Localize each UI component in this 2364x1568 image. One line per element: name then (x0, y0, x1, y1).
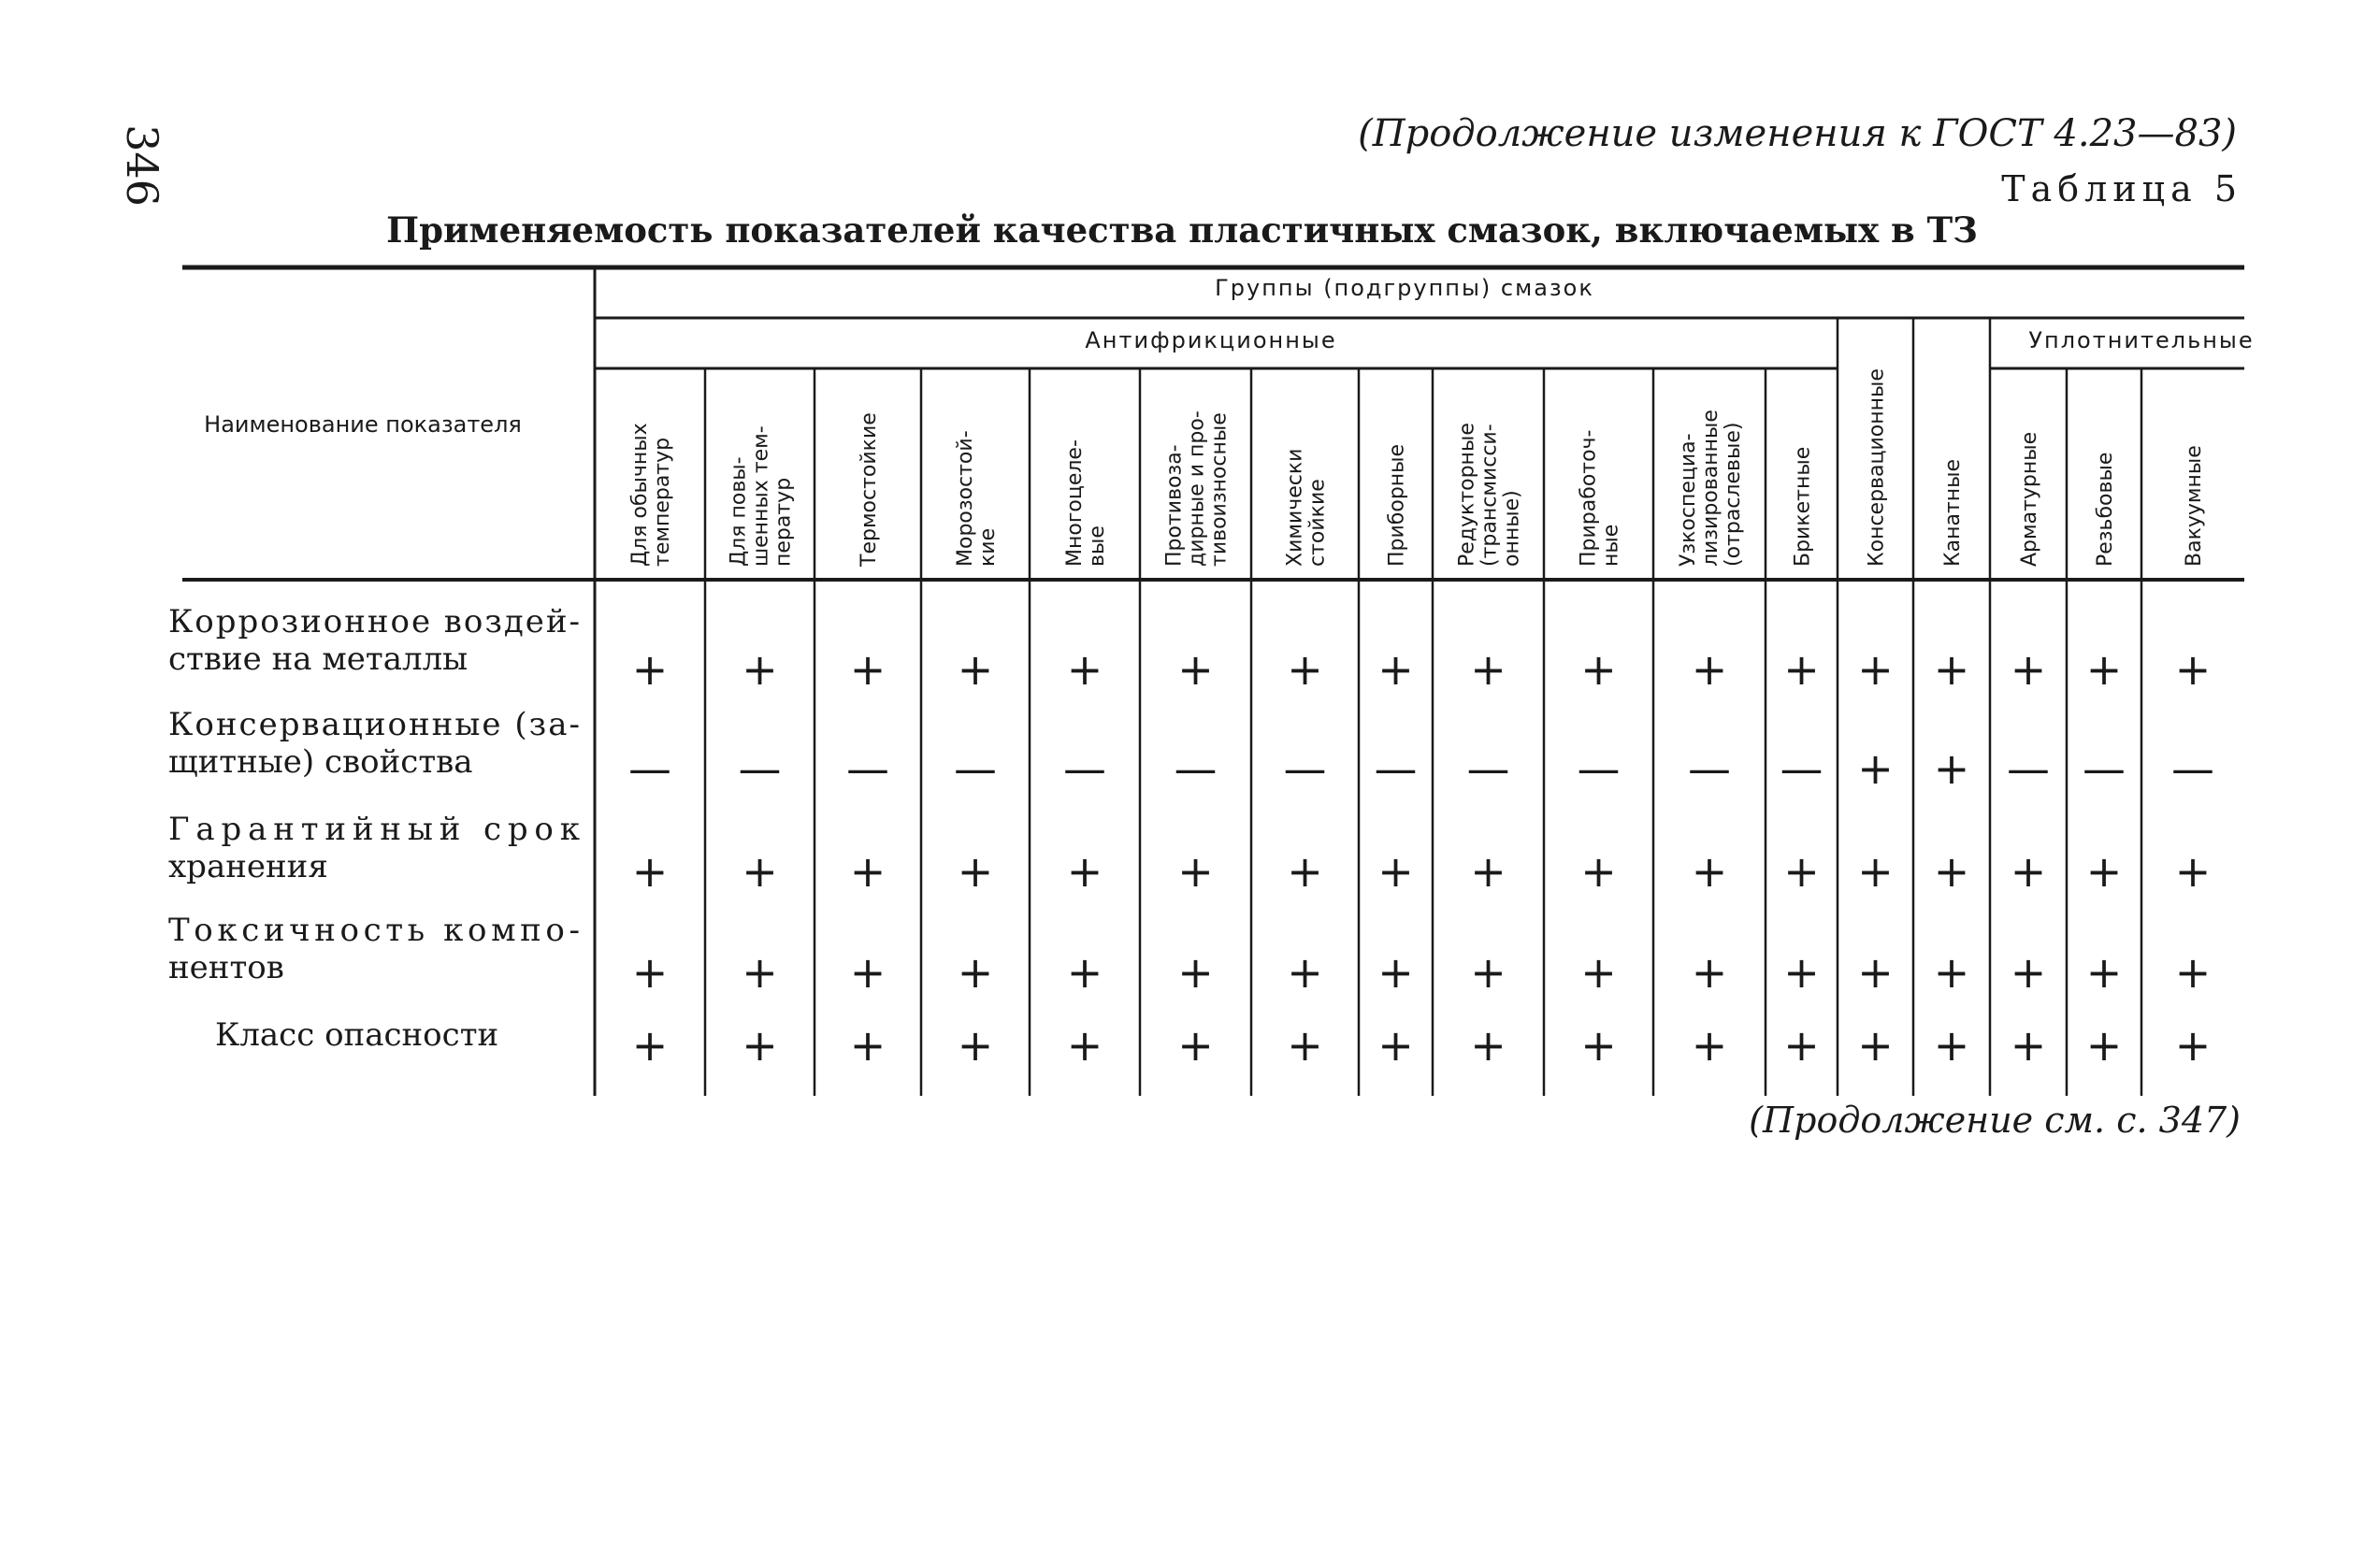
column-header (1578, 430, 1623, 568)
column-header-line: лизированные (1699, 410, 1723, 567)
column-header-line: Редукторные (1455, 423, 1479, 567)
dash-mark: — (2007, 743, 2050, 794)
column-header-line: Консервационные (1865, 368, 1889, 567)
table-row (168, 912, 2211, 998)
group-sealing-header: Уплотнительные (2028, 327, 2255, 353)
plus-mark: + (1177, 947, 1214, 998)
groups-header: Группы (подгруппы) смазок (1215, 275, 1594, 301)
column-header-line: Вакуумные (2183, 445, 2206, 567)
plus-mark: + (849, 947, 886, 998)
plus-mark: + (1287, 846, 1323, 897)
table-row (168, 603, 2211, 695)
row-label-line: Коррозионное воздей- (168, 603, 580, 640)
column-header (2183, 445, 2206, 567)
column-header-line: Резьбовые (2094, 452, 2117, 567)
plus-mark: + (1377, 846, 1414, 897)
plus-mark: + (2174, 947, 2212, 998)
plus-mark: + (1691, 644, 1728, 695)
column-header (1792, 447, 1815, 567)
plus-mark: + (957, 644, 994, 695)
dash-mark: — (2083, 743, 2126, 794)
column-header-line: (отраслевые) (1722, 422, 1745, 567)
plus-mark: + (1470, 846, 1506, 897)
table-row (168, 706, 2214, 794)
plus-mark: + (1066, 1020, 1103, 1071)
dash-mark: — (1374, 743, 1418, 794)
plus-mark: + (1287, 1020, 1323, 1071)
plus-mark: + (2174, 1020, 2212, 1071)
column-header-line: Морозостой- (954, 430, 977, 567)
plus-mark: + (957, 846, 994, 897)
plus-mark: + (1287, 947, 1323, 998)
plus-mark: + (631, 947, 669, 998)
plus-mark: + (1857, 743, 1894, 794)
plus-mark: + (2085, 846, 2123, 897)
column-header-line: Арматурные (2018, 431, 2041, 567)
plus-mark: + (2174, 644, 2212, 695)
plus-mark: + (1377, 1020, 1414, 1071)
plus-mark: + (742, 846, 778, 897)
plus-mark: + (2085, 1020, 2123, 1071)
plus-mark: + (2174, 846, 2212, 897)
dash-mark: — (1466, 743, 1510, 794)
column-header (1163, 410, 1232, 567)
column-header (1386, 444, 1409, 567)
plus-mark: + (1691, 846, 1728, 897)
column-header (1677, 410, 1745, 567)
plus-mark: + (1177, 1020, 1214, 1071)
plus-mark: + (1783, 644, 1820, 695)
column-header (1063, 439, 1109, 567)
plus-mark: + (849, 1020, 886, 1071)
plus-mark: + (1933, 743, 1970, 794)
plus-mark: + (1066, 947, 1103, 998)
group-antifriction-header: Антифрикционные (1085, 327, 1337, 353)
dash-mark: — (1283, 743, 1327, 794)
column-header-line: кие (976, 527, 1000, 567)
plus-mark: + (1857, 846, 1894, 897)
column-header-line: Для обычных (628, 423, 652, 567)
plus-mark: + (1377, 947, 1414, 998)
column-header-line: шенных тем- (749, 425, 773, 567)
row-label-line: ствие на металлы (168, 640, 468, 678)
plus-mark: + (957, 1020, 994, 1071)
indicator-header: Наименование показателя (204, 411, 522, 438)
dash-mark: — (1780, 743, 1823, 794)
table-number: Таблица 5 (2001, 168, 2242, 209)
plus-mark: + (1580, 846, 1617, 897)
plus-mark: + (1470, 644, 1506, 695)
column-header-line: ператур (771, 477, 796, 567)
column-header-line: стойкие (1305, 479, 1330, 567)
plus-mark: + (1470, 1020, 1506, 1071)
plus-mark: + (2085, 947, 2123, 998)
column-header-line: Приборные (1385, 443, 1409, 567)
column-header-line: температур (651, 437, 674, 567)
plus-mark: + (1066, 846, 1103, 897)
plus-mark: + (1857, 947, 1894, 998)
column-header (1456, 423, 1524, 567)
column-header-line: Для повы- (727, 456, 751, 567)
plus-mark: + (2010, 1020, 2047, 1071)
row-label-line: Класс опасности (215, 1016, 499, 1054)
column-header-line: Многоцеле- (1063, 439, 1087, 567)
plus-mark: + (1580, 1020, 1617, 1071)
row-label-line: Токсичность компо- (168, 912, 580, 949)
plus-mark: + (1857, 644, 1894, 695)
plus-mark: + (849, 846, 886, 897)
table-row (215, 1016, 2211, 1071)
plus-mark: + (2085, 644, 2123, 695)
plus-mark: + (631, 644, 669, 695)
plus-mark: + (631, 846, 669, 897)
column-header-line: дирные и про- (1185, 410, 1209, 567)
column-header (628, 423, 674, 567)
page-number: 346 (116, 124, 167, 207)
dash-mark: — (738, 743, 782, 794)
column-header (2094, 453, 2117, 567)
plus-mark: + (1066, 644, 1103, 695)
column-header-line: Противоза- (1162, 444, 1187, 567)
plus-mark: + (1470, 947, 1506, 998)
plus-mark: + (957, 947, 994, 998)
plus-mark: + (1933, 644, 1970, 695)
dash-mark: — (846, 743, 889, 794)
dash-mark: — (628, 743, 671, 794)
column-header (1941, 459, 1965, 567)
column-header-line: Узкоспециа- (1677, 433, 1700, 567)
plus-mark: + (2010, 644, 2047, 695)
plus-mark: + (1783, 947, 1820, 998)
dash-mark: — (1063, 743, 1106, 794)
plus-mark: + (1933, 947, 1970, 998)
plus-mark: + (1691, 947, 1728, 998)
dash-mark: — (1688, 743, 1731, 794)
row-label-line: Гарантийный срок (168, 811, 580, 848)
plus-mark: + (1783, 1020, 1820, 1071)
plus-mark: + (1933, 846, 1970, 897)
plus-mark: + (1580, 644, 1617, 695)
table-row (168, 811, 2211, 897)
plus-mark: + (742, 947, 778, 998)
table-title: Применяемость показателей качества пластичных смазок, включаемых в ТЗ (386, 209, 1978, 251)
column-header-line: Приработоч- (1577, 429, 1601, 567)
column-header-line: Брикетные (1791, 446, 1815, 567)
column-header-line: Химически (1283, 448, 1307, 567)
plus-mark: + (2010, 846, 2047, 897)
row-label-line: Консервационные (за- (168, 706, 580, 743)
dash-mark: — (954, 743, 997, 794)
plus-mark: + (1177, 644, 1214, 695)
plus-mark: + (631, 1020, 669, 1071)
dash-mark: — (2171, 743, 2214, 794)
plus-mark: + (1691, 1020, 1728, 1071)
column-header-line: тивоизносные (1207, 412, 1232, 567)
plus-mark: + (849, 644, 886, 695)
plus-mark: + (1580, 947, 1617, 998)
column-header (1866, 368, 1889, 567)
column-header (728, 425, 796, 567)
plus-mark: + (2010, 947, 2047, 998)
plus-mark: + (742, 644, 778, 695)
column-header (954, 430, 1000, 567)
footer-continuation: (Продолжение см. с. 347) (1749, 1100, 2241, 1141)
row-label-line: нентов (168, 949, 284, 986)
plus-mark: + (1857, 1020, 1894, 1071)
column-header-line: ные (1599, 524, 1623, 567)
column-header (1284, 449, 1330, 567)
row-label-line: хранения (168, 848, 328, 885)
column-header (2018, 432, 2041, 567)
column-header-line: вые (1086, 525, 1109, 567)
column-header-line: Канатные (1941, 458, 1965, 567)
continuation-header: (Продолжение изменения к ГОСТ 4.23—83) (1358, 112, 2237, 155)
plus-mark: + (1287, 644, 1323, 695)
dash-mark: — (1577, 743, 1621, 794)
plus-mark: + (1377, 644, 1414, 695)
column-header (858, 412, 881, 568)
column-header-line: онные) (1500, 490, 1524, 567)
row-label-line: щитные) свойства (168, 743, 473, 781)
dash-mark: — (1174, 743, 1218, 794)
plus-mark: + (1783, 846, 1820, 897)
plus-mark: + (742, 1020, 778, 1071)
plus-mark: + (1177, 846, 1214, 897)
column-header-line: (трансмисси- (1478, 424, 1502, 567)
plus-mark: + (1933, 1020, 1970, 1071)
column-header-line: Термостойкие (858, 412, 881, 567)
